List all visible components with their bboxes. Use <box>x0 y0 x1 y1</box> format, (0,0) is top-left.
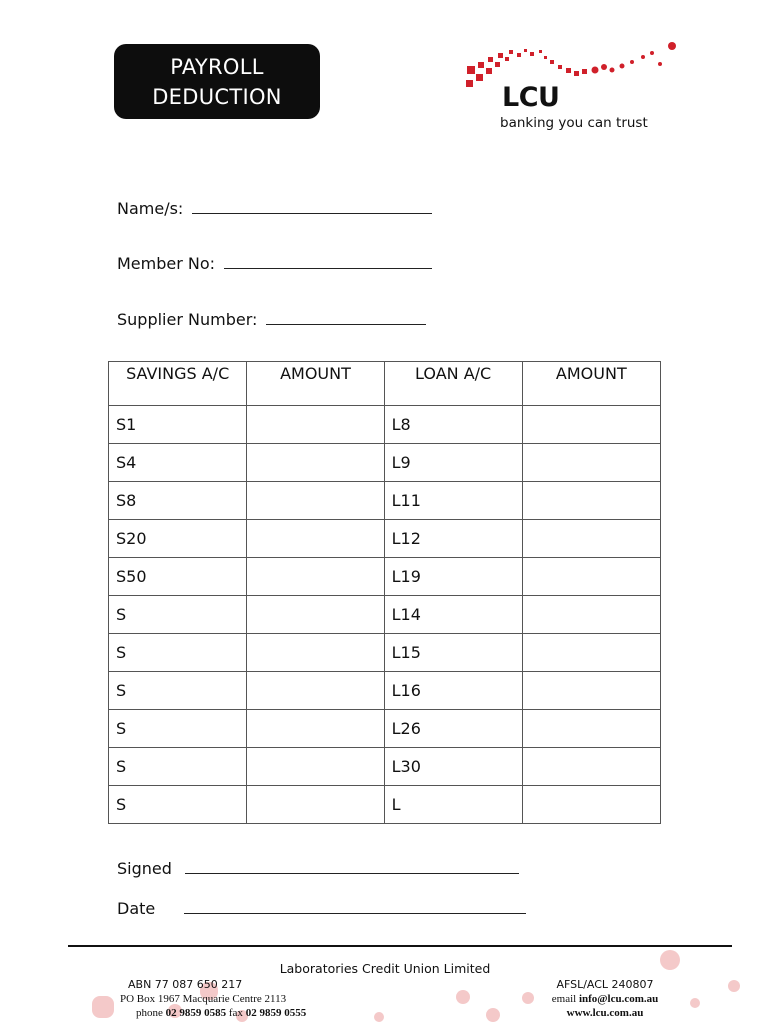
header-savings-ac: SAVINGS A/C <box>109 362 247 406</box>
footer-left-block <box>120 978 306 1020</box>
deduction-table <box>108 361 661 824</box>
title-line-2: DEDUCTION <box>152 84 282 109</box>
table-row <box>109 482 661 520</box>
savings-code: S4 <box>109 444 247 482</box>
savings-amount-cell[interactable] <box>247 710 384 748</box>
names-label: Name/s: <box>117 199 184 218</box>
savings-amount-cell[interactable] <box>247 748 384 786</box>
footer-right-block <box>540 978 670 1020</box>
logo-dots-icon <box>462 40 692 100</box>
footer-email-label: email <box>551 993 577 1005</box>
loan-code: L <box>384 786 522 824</box>
date-input-line[interactable] <box>184 900 526 914</box>
footer-phone-label: phone <box>136 1007 163 1019</box>
table-row <box>109 596 661 634</box>
savings-code: S <box>109 672 247 710</box>
logo-wordmark: LCU <box>502 82 560 113</box>
loan-code: L30 <box>384 748 522 786</box>
supplier-number-field[interactable] <box>117 310 426 329</box>
table-row <box>109 786 661 824</box>
title-line-1: PAYROLL <box>170 54 264 79</box>
footer-phone-fax <box>120 1006 306 1020</box>
date-field[interactable] <box>117 899 526 918</box>
savings-code: S <box>109 710 247 748</box>
loan-amount-cell[interactable] <box>522 710 660 748</box>
table-row <box>109 520 661 558</box>
savings-amount-cell[interactable] <box>247 634 384 672</box>
loan-amount-cell[interactable] <box>522 558 660 596</box>
table-header-row <box>109 362 661 406</box>
table-row <box>109 748 661 786</box>
loan-code: L26 <box>384 710 522 748</box>
savings-amount-cell[interactable] <box>247 596 384 634</box>
loan-code: L12 <box>384 520 522 558</box>
loan-amount-cell[interactable] <box>522 634 660 672</box>
loan-code: L14 <box>384 596 522 634</box>
signed-label: Signed <box>117 859 172 878</box>
savings-code: S20 <box>109 520 247 558</box>
header-loan-ac: LOAN A/C <box>384 362 522 406</box>
savings-code: S8 <box>109 482 247 520</box>
savings-amount-cell[interactable] <box>247 520 384 558</box>
footer-email-link[interactable]: info@lcu.com.au <box>578 993 659 1005</box>
footer-fax-label: fax <box>228 1007 243 1019</box>
footer-website-link[interactable]: www.lcu.com.au <box>566 1007 644 1019</box>
loan-amount-cell[interactable] <box>522 786 660 824</box>
names-field[interactable] <box>117 199 432 218</box>
footer-fax: 02 9859 0555 <box>245 1007 307 1019</box>
lcu-logo <box>462 40 692 135</box>
loan-amount-cell[interactable] <box>522 748 660 786</box>
header-loan-amount: AMOUNT <box>522 362 660 406</box>
member-number-field[interactable] <box>117 254 432 273</box>
footer-divider <box>68 945 732 947</box>
names-input-line[interactable] <box>192 199 432 214</box>
footer-abn: ABN 77 087 650 217 <box>128 978 243 991</box>
loan-amount-cell[interactable] <box>522 482 660 520</box>
savings-code: S1 <box>109 406 247 444</box>
loan-amount-cell[interactable] <box>522 406 660 444</box>
savings-code: S <box>109 596 247 634</box>
loan-code: L9 <box>384 444 522 482</box>
footer-email-line <box>540 992 670 1006</box>
loan-amount-cell[interactable] <box>522 520 660 558</box>
table-row <box>109 558 661 596</box>
loan-code: L11 <box>384 482 522 520</box>
loan-amount-cell[interactable] <box>522 596 660 634</box>
footer-afsl: AFSL/ACL 240807 <box>556 978 654 991</box>
savings-amount-cell[interactable] <box>247 558 384 596</box>
supplier-number-input-line[interactable] <box>266 310 426 325</box>
header-savings-amount: AMOUNT <box>247 362 384 406</box>
member-number-label: Member No: <box>117 254 216 273</box>
date-label: Date <box>117 899 156 918</box>
supplier-number-label: Supplier Number: <box>117 310 258 329</box>
savings-code: S <box>109 634 247 672</box>
savings-code: S50 <box>109 558 247 596</box>
table-row <box>109 672 661 710</box>
footer-po-box: PO Box 1967 Macquarie Centre 2113 <box>120 993 287 1005</box>
footer-company-name: Laboratories Credit Union Limited <box>279 961 491 976</box>
loan-amount-cell[interactable] <box>522 672 660 710</box>
loan-code: L15 <box>384 634 522 672</box>
signed-input-line[interactable] <box>185 860 519 874</box>
logo-tagline: banking you can trust <box>500 115 648 131</box>
signed-field[interactable] <box>117 859 519 878</box>
savings-code: S <box>109 748 247 786</box>
savings-amount-cell[interactable] <box>247 672 384 710</box>
loan-code: L19 <box>384 558 522 596</box>
loan-code: L16 <box>384 672 522 710</box>
savings-amount-cell[interactable] <box>247 482 384 520</box>
savings-amount-cell[interactable] <box>247 406 384 444</box>
table-row <box>109 634 661 672</box>
savings-amount-cell[interactable] <box>247 444 384 482</box>
table-row <box>109 406 661 444</box>
document-title-box <box>114 44 320 119</box>
table-row <box>109 444 661 482</box>
footer-website-line <box>540 1006 670 1020</box>
table-row <box>109 710 661 748</box>
footer-phone: 02 9859 0585 <box>165 1007 227 1019</box>
savings-amount-cell[interactable] <box>247 786 384 824</box>
loan-code: L8 <box>384 406 522 444</box>
savings-code: S <box>109 786 247 824</box>
member-number-input-line[interactable] <box>224 254 432 269</box>
loan-amount-cell[interactable] <box>522 444 660 482</box>
